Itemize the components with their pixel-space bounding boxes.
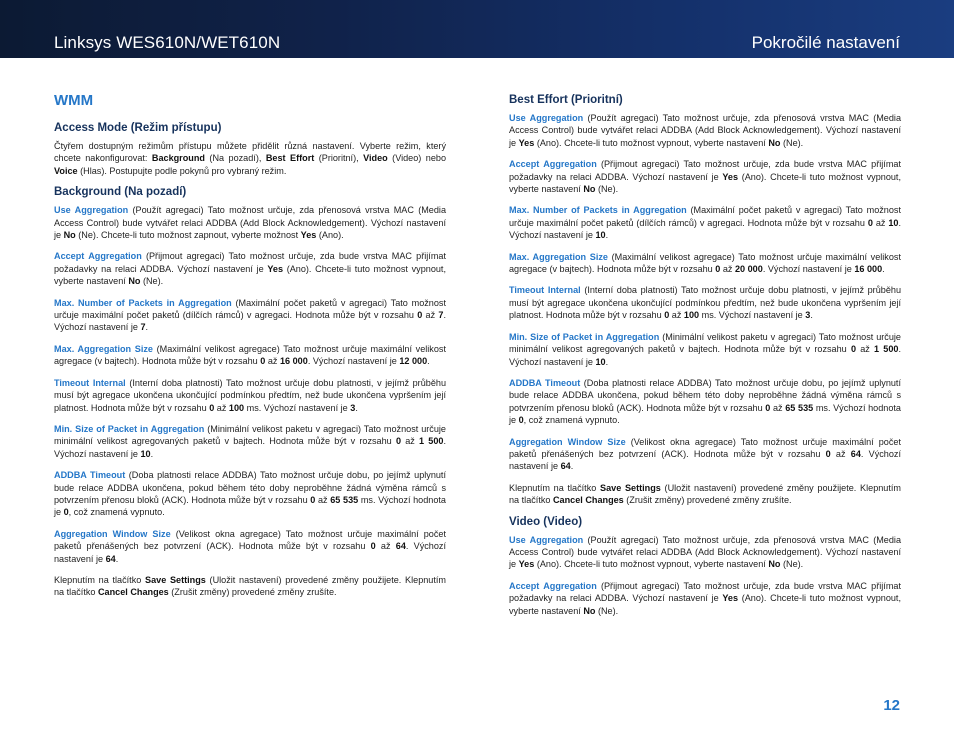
best-effort-heading: Best Effort (Prioritní)	[509, 94, 623, 106]
page-header	[0, 0, 954, 58]
bg-window-size: Aggregation Window Size (Velikost okna agregace) Tato možnost určuje maximální počet paketů přenášených bez potvrzení (ACK). Hodnota může být v rozsahu 0 až 64. Výchozí nastavení je 64.	[54, 528, 446, 564]
bg-save-note: Klepnutím na tlačítko Save Settings (Uložit nastavení) provedené změny použijete. Klepnutím na tlačítko Cancel Changes (Zrušit změny) provedené změny zrušíte.	[54, 574, 446, 598]
be-min-size: Min. Size of Packet in Aggregation (Minimální velikost paketu v agregaci) Tato možnost určuje minimální velikost agregovaných paketů v bajtech. Hodnota může být v rozsahu 0 až 1 500. Výchozí nastavení je 10.	[509, 331, 901, 367]
bg-max-packets: Max. Number of Packets in Aggregation (Maximální počet paketů v agregaci) Tato možnost určuje maximální počet paketů (dílčích rámců) v agregaci. Hodnota může být v rozsahu 0 až 7. Výchozí nastavení je 7.	[54, 297, 447, 333]
vi-accept-aggregation: Accept Aggregation (Přijmout agregaci) Tato možnost určuje, zda bude vrstva MAC přijímat požadavky na relaci ADDBA. Výchozí nastavení je Yes (Ano). Chcete-li tuto možnost vypnout, vyberte nastavení No (Ne).	[509, 580, 901, 616]
access-mode-text: Čtyřem dostupným režimům přístupu můžete přidělit různá nastavení. Vyberte režim, který chcete nakonfigurovat: Background (Na pozadí), Best Effort (Prioritní), Video (Video) nebo Voice (Hlas). Postupujte podle pokynů pro vybraný režim.	[54, 141, 447, 176]
bg-min-size: Min. Size of Packet in Aggregation (Minimální velikost paketu v agregaci) Tato možnost určuje minimální velikost agregovaných paketů v bajtech. Hodnota může být v rozsahu 0 až 1 500. Výchozí nastavení je 10.	[54, 423, 446, 459]
be-max-size: Max. Aggregation Size (Maximální velikost agregace) Tato možnost určuje maximální velikost agregace (v bajtech). Hodnota může být v rozsahu 0 až 20 000. Výchozí nastavení je 16 000.	[509, 251, 901, 275]
bg-use-aggregation: Use Aggregation (Použít agregaci) Tato možnost určuje, zda přenosová vrstva MAC (Media Access Control) bude vytvářet relaci ADDBA (Add Block Acknowledgement). Výchozí nastavení je No (Ne). Chcete-li tuto možnost zapnout, vyberte možnost Yes (Ano).	[54, 205, 447, 241]
bg-timeout: Timeout Internal (Interní doba platnosti) Tato možnost určuje dobu platnosti, v jejímž průběhu musí být agregace ukončena ukončující podmínkou předtím, než bude ukončena vypršením její platnost. Hodnota může být v rozsahu 0 až 100 ms. Výchozí nastavení je 3.	[54, 377, 447, 413]
be-use-aggregation: Use Aggregation (Použít agregaci) Tato možnost určuje, zda přenosová vrstva MAC (Media Access Control) bude vytvářet relaci ADDBA (Add Block Acknowledgement). Výchozí nastavení je Yes (Ano). Chcete-li tuto možnost vypnout, vyberte nastavení No (Ne).	[509, 113, 902, 148]
be-save-note: Klepnutím na tlačítko Save Settings (Uložit nastavení) provedené změny použijete. Klepnutím na tlačítko Cancel Changes (Zrušit změny) provedené změny zrušíte.	[509, 482, 901, 506]
product-title: Linksys WES610N/WET610N	[54, 33, 281, 52]
bg-accept-aggregation: Accept Aggregation (Přijmout agregaci) Tato možnost určuje, zda bude vrstva MAC přijímat požadavky na relaci ADDBA. Výchozí nastavení je Yes (Ano). Chcete-li tuto možnost vypnout, vyberte nastavení No (Ne).	[54, 251, 446, 287]
be-accept-aggregation: Accept Aggregation (Přijmout agregaci) Tato možnost určuje, zda bude vrstva MAC přijímat požadavky na relaci ADDBA. Výchozí nastavení je Yes (Ano). Chcete-li tuto možnost vypnout, vyberte nastavení No (Ne).	[509, 159, 901, 195]
be-addba-timeout: ADDBA Timeout (Doba platnosti relace ADDBA) Tato možnost určuje dobu, po jejímž uplynutí bude relace ADDBA ukončena, pokud během této doby neproběhne žádná výměna rámců s potvrzením přenosu bloků (ACK). Hodnota může být v rozsahu 0 až 65 535 ms. Výchozí hodnota je 0, což znamená vypnuto.	[509, 377, 901, 426]
be-timeout: Timeout Internal (Interní doba platnosti) Tato možnost určuje dobu platnosti, v jejímž průběhu musí být agregace ukončena ukončující podmínkou předtím, než bude ukončena vypršením její platnost. Hodnota může být v rozsahu 0 až 100 ms. Výchozí nastavení je 3.	[509, 285, 902, 321]
vi-use-aggregation: Use Aggregation (Použít agregaci) Tato možnost určuje, zda přenosová vrstva MAC (Media Access Control) bude vytvářet relaci ADDBA (Add Block Acknowledgement). Výchozí nastavení je Yes (Ano). Chcete-li tuto možnost vypnout, vyberte nastavení No (Ne).	[509, 534, 902, 570]
background-heading: Background (Na pozadí)	[54, 186, 187, 199]
be-max-packets: Max. Number of Packets in Aggregation (Maximální počet paketů v agregaci) Tato možnost určuje maximální počet paketů (dílčích rámců) v agregaci. Hodnota může být v rozsahu 0 až 10. Výchozí nastavení je 10.	[509, 205, 902, 241]
right-column	[509, 92, 901, 626]
access-mode-heading: Access Mode (Režim přístupu)	[54, 122, 222, 134]
video-heading: Video (Video)	[509, 515, 583, 528]
page-number: 12	[883, 697, 900, 714]
bg-addba-timeout: ADDBA Timeout (Doba platnosti relace ADDBA) Tato možnost určuje dobu, po jejímž uplynutí bude relace ADDBA ukončena, pokud během této doby neproběhne žádná výměna rámců s potvrzením přenosu bloků (ACK). Hodnota může být v rozsahu 0 až 65 535 ms. Výchozí hodnota je 0, což znamená vypnuto.	[54, 470, 446, 518]
bg-max-size: Max. Aggregation Size (Maximální velikost agregace) Tato možnost určuje maximální velikost agregace (v bajtech). Hodnota může být v rozsahu 0 až 16 000. Výchozí nastavení je 12 000.	[54, 343, 446, 367]
wmm-title: WMM	[54, 92, 94, 109]
section-title: Pokročilé nastavení	[751, 33, 900, 52]
be-window-size: Aggregation Window Size (Velikost okna agregace) Tato možnost určuje maximální počet paketů přenášených bez potvrzení (ACK). Hodnota může být v rozsahu 0 až 64. Výchozí nastavení je 64.	[509, 436, 901, 472]
left-column	[54, 92, 446, 608]
